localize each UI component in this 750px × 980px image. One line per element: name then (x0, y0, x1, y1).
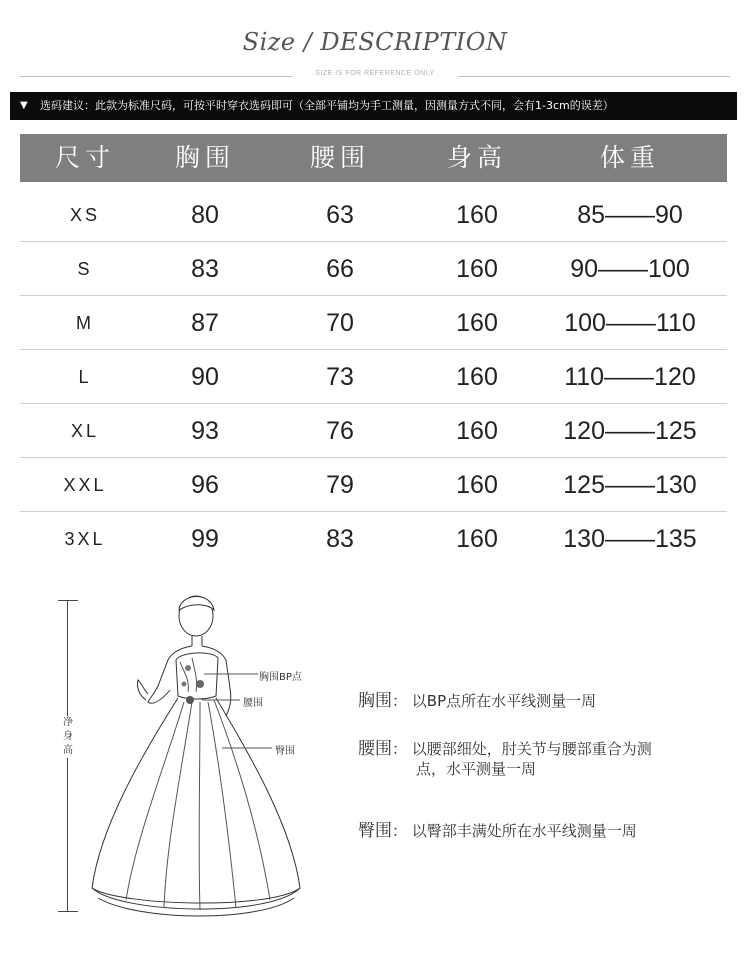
hip-text: 以臀部丰满处所在水平线测量一周 (411, 822, 637, 840)
cell-bust: 93 (191, 417, 219, 445)
left-hand (137, 680, 148, 700)
cell-size: XS (69, 205, 100, 225)
cell-bust: 90 (191, 363, 219, 391)
cell-bust: 83 (191, 255, 219, 283)
cell-height: 160 (456, 417, 498, 445)
bust-key: 胸围 (358, 691, 392, 711)
cell-bust: 80 (191, 201, 219, 229)
table-row (20, 188, 727, 242)
bodice-lace (180, 658, 197, 692)
subtitle-divider (20, 70, 730, 82)
size-advice-bar (10, 92, 737, 120)
header-waist: 腰围 (309, 143, 370, 172)
cell-height: 160 (456, 471, 498, 499)
neck (192, 636, 202, 646)
cell-bust: 87 (191, 309, 219, 337)
cell-bust: 99 (191, 525, 219, 553)
cell-bust: 96 (191, 471, 219, 499)
cell-height: 160 (456, 525, 498, 553)
divider-right (458, 76, 730, 77)
cell-height: 160 (456, 309, 498, 337)
cell-waist: 79 (326, 471, 354, 499)
cell-waist: 76 (326, 417, 354, 445)
waist-key: 腰围 (358, 739, 392, 759)
cell-weight: 110——120 (564, 363, 696, 391)
cell-weight: 85——90 (577, 201, 683, 229)
waist-description: 腰围： 以腰部细处，肘关节与腰部重合为测 (358, 739, 652, 759)
cell-waist: 66 (326, 255, 354, 283)
cell-size: M (76, 313, 94, 333)
triangle-down-icon: ▼ (20, 100, 28, 111)
cell-height: 160 (456, 363, 498, 391)
cell-size: L (78, 367, 92, 387)
size-table-header (20, 134, 727, 182)
cell-size: XL (70, 421, 100, 441)
height-label: 净身高 (63, 717, 73, 756)
cell-size: 3XL (64, 529, 106, 549)
table-row (20, 512, 727, 566)
ruler-top-tick (58, 600, 78, 601)
header-weight: 体重 (599, 143, 660, 172)
cell-height: 160 (456, 255, 498, 283)
hip-key: 臀围 (358, 821, 392, 841)
cell-weight: 90——100 (570, 255, 690, 283)
header-size: 尺寸 (54, 143, 115, 172)
cell-waist: 83 (326, 525, 354, 553)
lace-detail (182, 682, 187, 687)
bust-description: 胸围： 以BP点所在水平线测量一周 (358, 691, 597, 711)
bust-bp-label: 胸围BP点 (259, 672, 302, 683)
hip-label: 臀围 (275, 746, 295, 757)
subtitle: SIZE IS FOR REFERENCE ONLY (315, 70, 435, 77)
hair (179, 596, 214, 610)
cell-weight: 130——135 (563, 525, 697, 553)
table-row (20, 350, 727, 404)
cell-size: XXL (63, 475, 107, 495)
bodice (176, 653, 218, 699)
lace-detail (185, 665, 191, 671)
waist-description-cont: 点，水平测量一周 (416, 760, 537, 778)
cell-waist: 73 (326, 363, 354, 391)
skirt-outline (92, 698, 300, 909)
table-row (20, 242, 727, 296)
size-advice-text: 选码建议：此款为标准尺码，可按平时穿衣选码即可（全部平铺均为手工测量，因测量方式不同，会有1-3cm的误差） (40, 99, 614, 112)
waist-text: 以腰部细处，肘关节与腰部重合为测 (411, 740, 652, 758)
hip-description: 臀围： 以臀部丰满处所在水平线测量一周 (358, 821, 637, 841)
ball-gown-illustration (80, 588, 310, 928)
lace-detail (196, 680, 204, 688)
header-height: 身高 (446, 143, 507, 172)
page-title: Size / DESCRIPTION (242, 28, 508, 56)
header-bust: 胸围 (174, 143, 235, 172)
table-row (20, 404, 727, 458)
cell-weight: 100——110 (564, 309, 696, 337)
table-row (20, 296, 727, 350)
ruler-bottom-tick (58, 911, 78, 912)
bust-text: 以BP点所在水平线测量一周 (411, 692, 597, 710)
table-row (20, 458, 727, 512)
waist-label: 腰围 (243, 698, 263, 709)
cell-weight: 125——130 (563, 471, 697, 499)
cell-waist: 70 (326, 309, 354, 337)
skirt-folds (126, 700, 270, 910)
lace-detail (186, 696, 194, 704)
cell-height: 160 (456, 201, 498, 229)
cell-weight: 120——125 (563, 417, 697, 445)
cell-size: S (77, 259, 93, 279)
cell-waist: 63 (326, 201, 354, 229)
